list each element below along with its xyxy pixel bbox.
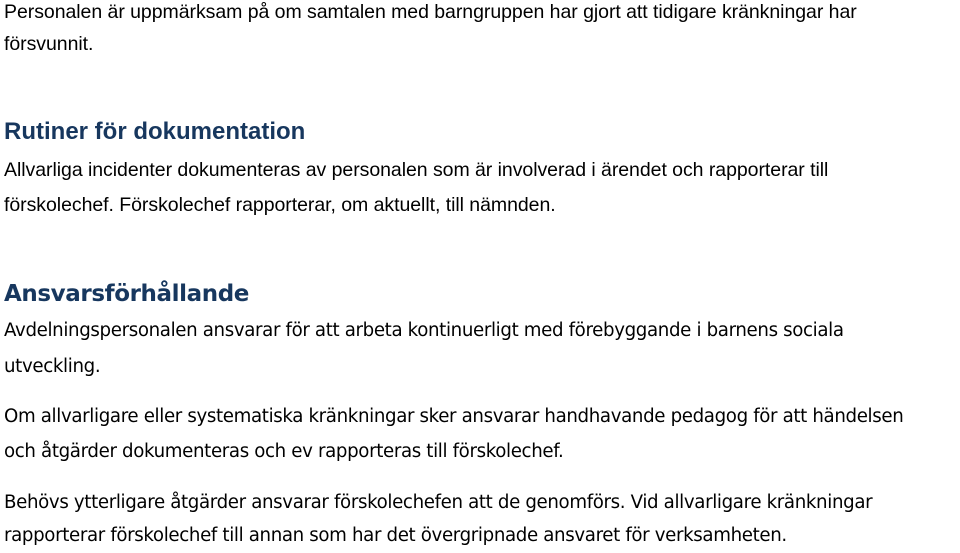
body-text-line: Allvarliga incidenter dokumenteras av personalen som är involverad i ärendet och rapporterar till [4, 159, 829, 181]
section-heading-documentation: Rutiner för dokumentation [4, 118, 306, 145]
body-text-line: Om allvarligare eller systematiska kränkningar sker ansvarar handhavande pedagog för att händelsen [4, 406, 904, 427]
section-heading-responsibility: Ansvarsförhållande [4, 281, 249, 307]
body-text-line: förskolechef. Förskolechef rapporterar, om aktuellt, till nämnden. [4, 194, 556, 216]
body-text-line: Personalen är uppmärksam på om samtalen med barngruppen har gjort att tidigare kränkningar har [4, 1, 857, 23]
body-text-line: Behövs ytterligare åtgärder ansvarar förskolechefen att de genomförs. Vid allvarligare kränkningar [4, 492, 873, 513]
body-text-line: och åtgärder dokumenteras och ev rapporteras till förskolechef. [4, 441, 564, 462]
body-text-line: Avdelningspersonalen ansvarar för att arbeta kontinuerligt med förebyggande i barnens sociala [4, 320, 844, 341]
body-text-line: rapporterar förskolechef till annan som har det övergripnade ansvaret för verksamheten. [4, 525, 787, 546]
body-text-line: försvunnit. [4, 33, 94, 55]
body-text-line: utveckling. [4, 356, 101, 377]
